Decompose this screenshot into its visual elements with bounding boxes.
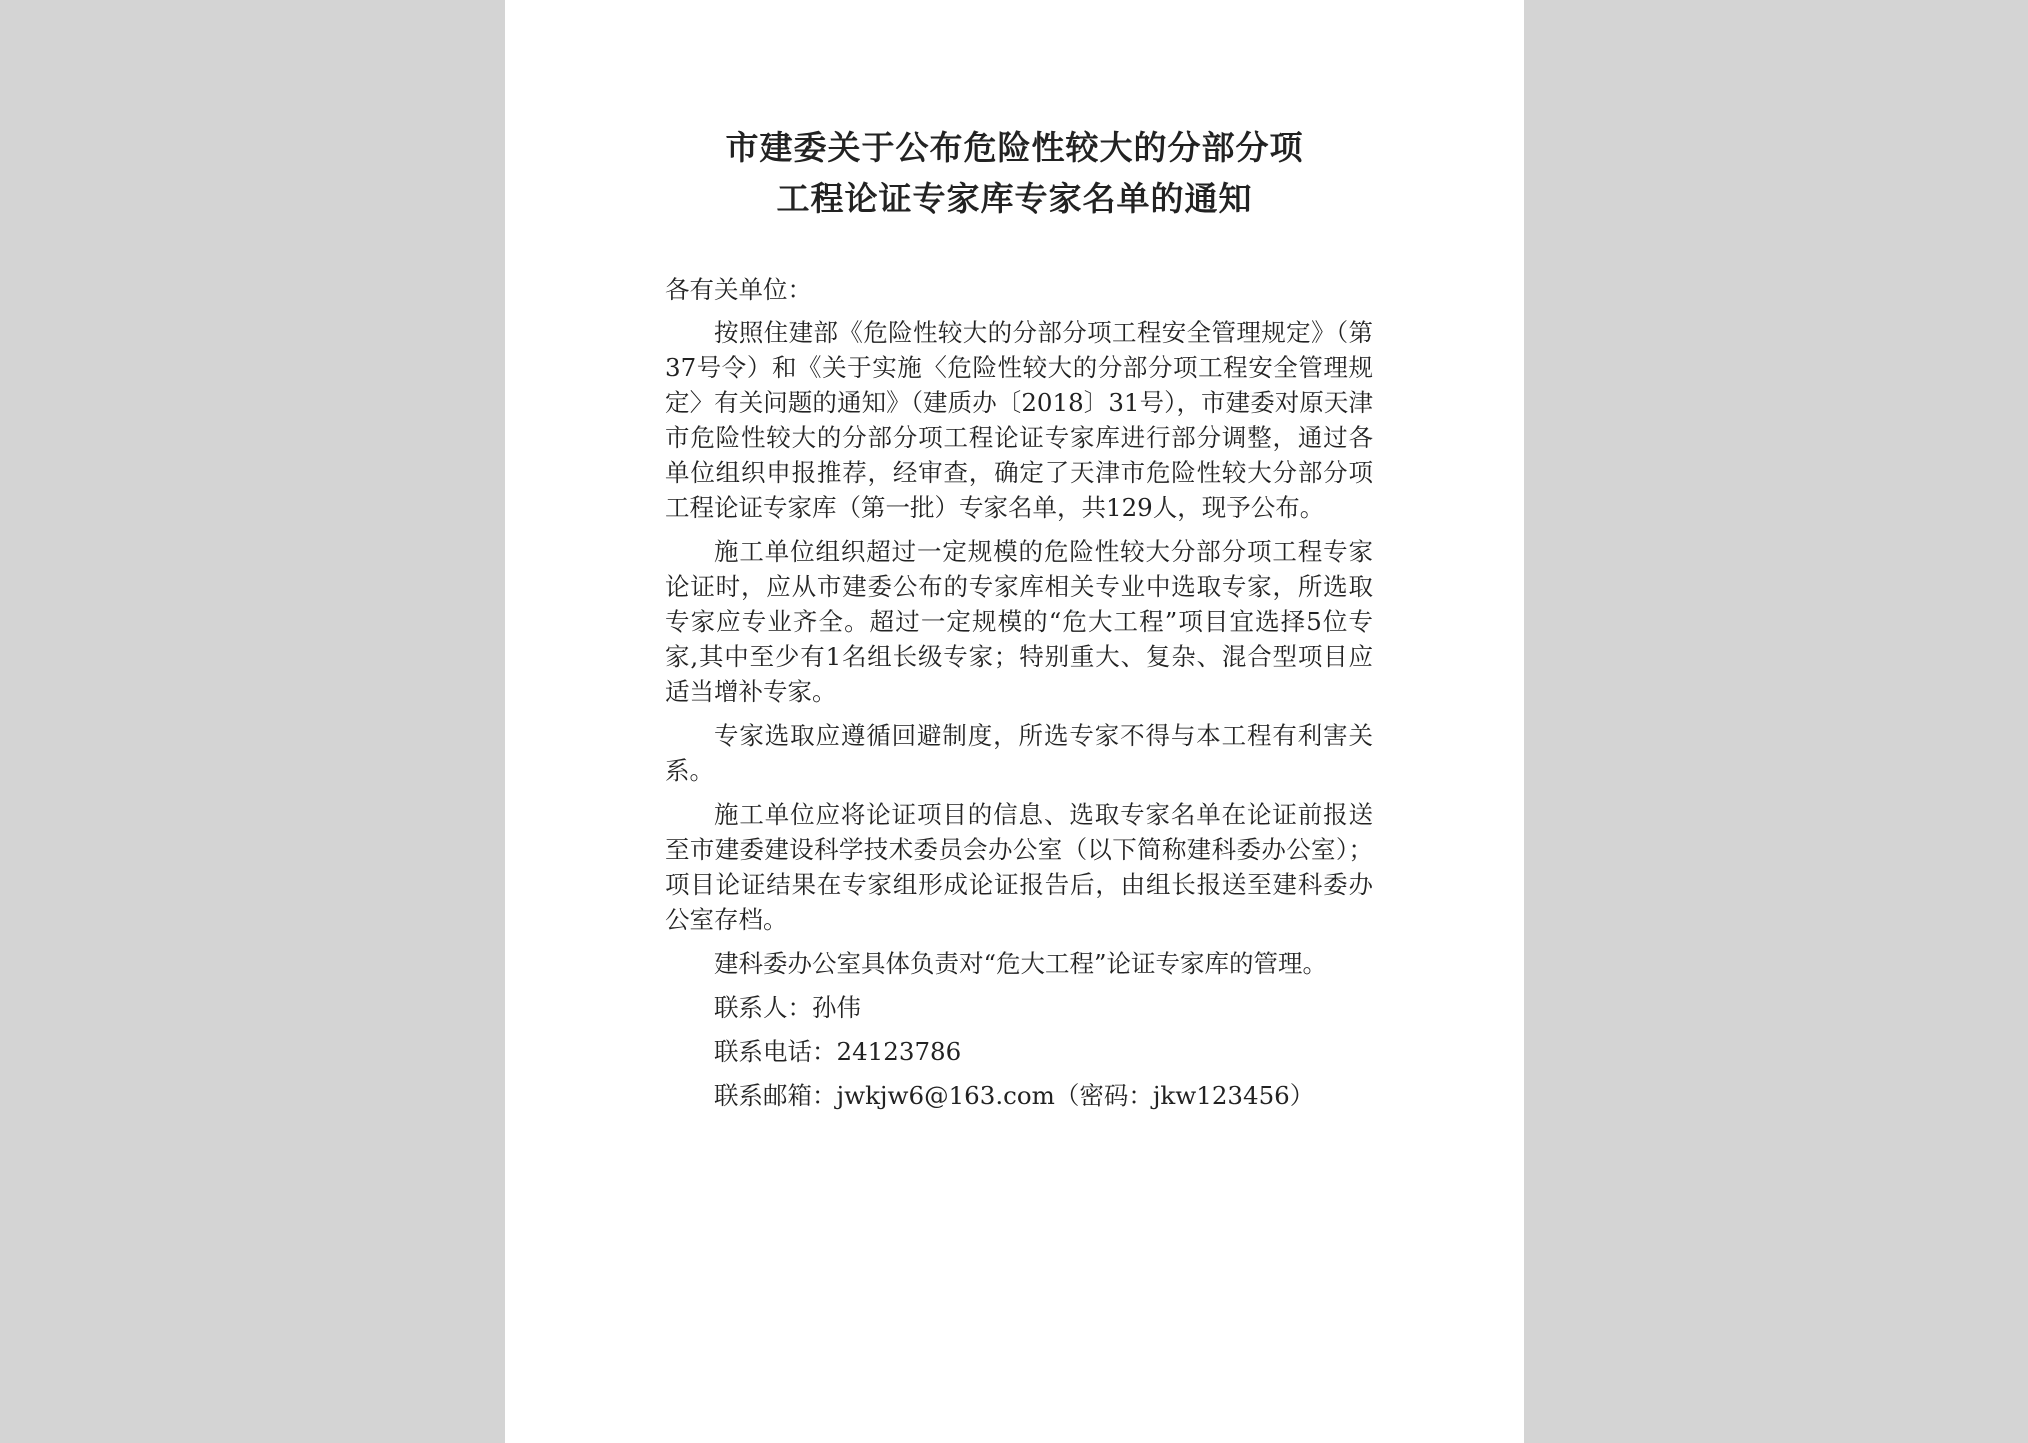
paragraph-2: 施工单位组织超过一定规模的危险性较大分部分项工程专家论证时，应从市建委公布的专家库相关专业中选取专家，所选取专家应专业齐全。超过一定规模的“危大工程”项目宜选择5位专家,其中至少有1名组长级专家；特别重大、复杂、混合型项目应适当增补专家。 <box>665 537 1373 706</box>
salutation: 各有关单位： <box>665 275 812 304</box>
document-title <box>505 122 1524 224</box>
contact-email: 联系邮箱：jwkjw6@163.com（密码：jkw123456） <box>714 1081 1315 1110</box>
contact-phone: 联系电话：24123786 <box>714 1037 962 1066</box>
document-body <box>665 272 1373 1122</box>
paragraph-1: 按照住建部《危险性较大的分部分项工程安全管理规定》（第37号令）和《关于实施〈危险性较大的分部分项工程安全管理规定〉有关问题的通知》（建质办〔2018〕31号），市建委对原天津市危险性较大的分部分项工程论证专家库进行部分调整，通过各单位组织申报推荐，经审查，确定了天津市危险性较大分部分项工程论证专家库（第一批）专家名单，共129人，现予公布。 <box>665 318 1373 522</box>
paragraph-5: 建科委办公室具体负责对“危大工程”论证专家库的管理。 <box>714 949 1328 978</box>
contact-person: 联系人：孙伟 <box>714 993 861 1022</box>
title-line-2: 工程论证专家库专家名单的通知 <box>776 179 1253 218</box>
paragraph-3: 专家选取应遵循回避制度，所选专家不得与本工程有利害关系。 <box>665 721 1373 785</box>
document-page <box>505 0 1524 1443</box>
title-line-1: 市建委关于公布危险性较大的分部分项 <box>725 128 1304 167</box>
paragraph-4: 施工单位应将论证项目的信息、选取专家名单在论证前报送至市建委建设科学技术委员会办公室（以下简称建科委办公室）；项目论证结果在专家组形成论证报告后，由组长报送至建科委办公室存档。 <box>665 800 1373 934</box>
